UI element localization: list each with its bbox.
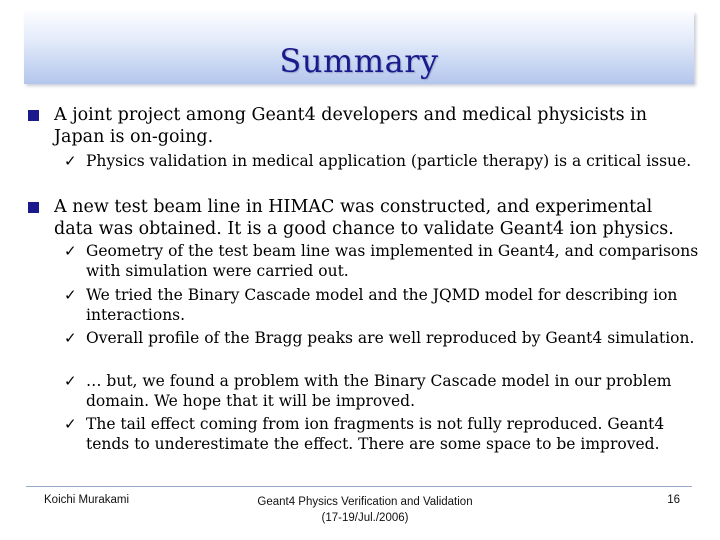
footer-event-date: (17-19/Jul./2006) [321, 512, 409, 524]
sub-bullet-text: The tail effect coming from ion fragments is not fully reproduced. Geant4 tends to underestimate the effect. There are some space to be improved. [86, 415, 665, 453]
square-bullet-icon [28, 110, 39, 121]
checkmark-icon: ✓ [64, 286, 77, 304]
sub-bullet-text: Physics validation in medical application (particle therapy) is a critical issue. [86, 152, 692, 170]
footer-page-number: 16 [667, 494, 680, 506]
sub-bullet-text: Overall profile of the Bragg peaks are well reproduced by Geant4 simulation. [86, 329, 695, 347]
sub-bullet-text: We tried the Binary Cascade model and the JQMD model for describing ion interactions. [86, 286, 678, 324]
title-bar [24, 12, 694, 84]
checkmark-icon: ✓ [64, 415, 77, 433]
checkmark-icon: ✓ [64, 372, 77, 390]
sub-bullet-text: … but, we found a problem with the Binary Cascade model in our problem domain. We hope that it will be improved. [86, 372, 672, 410]
footer-author: Koichi Murakami [44, 494, 129, 506]
bullet-text: A new test beam line in HIMAC was constructed, and experimental data was obtained. It is a good chance to validate Geant4 ion physics. [54, 197, 674, 239]
slide-title: Summary [279, 42, 439, 80]
checkmark-icon: ✓ [64, 329, 77, 347]
bullet-text: A joint project among Geant4 developers and medical physicists in Japan is on-going. [54, 105, 648, 147]
checkmark-icon: ✓ [64, 152, 77, 170]
footer-divider [26, 486, 692, 487]
footer-event [200, 494, 530, 526]
square-bullet-icon [28, 202, 39, 213]
sub-bullet-text: Geometry of the test beam line was implemented in Geant4, and comparisons with simulation were carried out. [86, 242, 699, 280]
checkmark-icon: ✓ [64, 242, 77, 260]
footer-event-title: Geant4 Physics Verification and Validation [257, 496, 473, 508]
